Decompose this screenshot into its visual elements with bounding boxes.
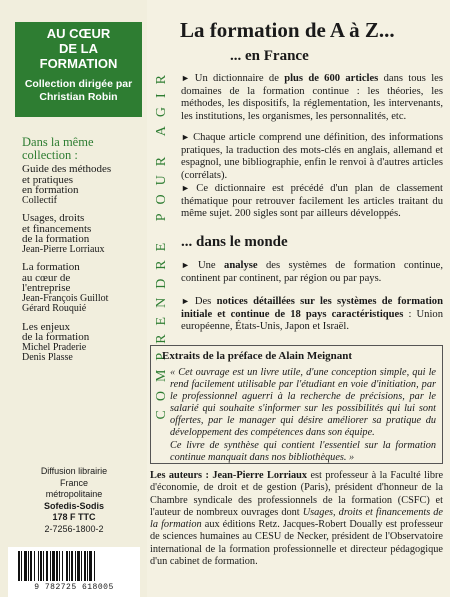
book-author: Gérard Rouquié bbox=[22, 303, 87, 314]
barcode-bar bbox=[81, 551, 82, 581]
paragraph bbox=[181, 295, 443, 334]
authors-text: est professeur à la Faculté libre d'économie, de droit et de gestion (Paris), président d'honneur de la Chambre syndicale des professionnels de la formation (CSFC) et l'auteur de nombreux ouvrages dont bbox=[150, 470, 444, 518]
barcode-bar bbox=[30, 551, 32, 581]
barcode-bar bbox=[40, 551, 42, 581]
book-entry bbox=[22, 213, 140, 255]
barcode-bar bbox=[77, 551, 80, 581]
barcode-bar bbox=[71, 551, 73, 581]
series-director bbox=[15, 78, 142, 104]
book-title-line: et pratiques bbox=[22, 173, 74, 186]
vertical-slogan-text: COMPRENDRE POUR AGIR bbox=[154, 66, 169, 420]
book-title-line: l'entreprise bbox=[22, 282, 71, 294]
para-text: dans tous les domaines de la formation continue : les théories, les méthodes, les dispositifs, la réglementation, les intervenants, les institutions, les organismes, les personnalités, etc. bbox=[181, 73, 443, 122]
paragraph bbox=[181, 72, 443, 123]
paragraph bbox=[181, 131, 443, 182]
barcode-bar bbox=[43, 551, 44, 581]
distribution-line: France bbox=[59, 477, 88, 488]
distribution-info bbox=[14, 466, 134, 535]
heading-line: collection : bbox=[22, 148, 78, 162]
barcode-bar bbox=[34, 551, 35, 581]
distributor-name: Sofedis-Sodis bbox=[43, 500, 104, 511]
distribution-line: métropolitaine bbox=[45, 489, 103, 499]
book-entry bbox=[22, 262, 140, 315]
page-title: La formation de A à Z... bbox=[180, 18, 395, 42]
para-text: Chaque article comprend une définition, des informations pratiques, la traduction des mots-clés en anglais, allemand et espagnol, une bibliographie, enfin le renvoi à d'autres articles (corrélats). bbox=[181, 132, 443, 181]
distribution-line: Diffusion librairie bbox=[40, 466, 108, 476]
book-title-line: La formation bbox=[22, 261, 80, 273]
book-title-line: Guide des méthodes bbox=[22, 163, 112, 175]
series-director-line: Christian Robin bbox=[39, 91, 118, 103]
arrow-icon: ► bbox=[181, 183, 197, 193]
barcode-bar bbox=[56, 551, 58, 581]
authors-section bbox=[150, 470, 443, 568]
barcode-bar bbox=[66, 551, 68, 581]
book-title-line: au cœur de bbox=[22, 271, 71, 284]
barcode-bar bbox=[18, 551, 20, 581]
preface-quote bbox=[170, 367, 436, 464]
series-director-line: Collection dirigée par bbox=[24, 78, 133, 90]
barcode-bar bbox=[59, 551, 60, 581]
section-france: ... en France bbox=[230, 48, 309, 64]
book-title-line: Usages, droits bbox=[22, 212, 85, 224]
para-text: Des bbox=[194, 296, 217, 307]
author-name: Jean-Pierre Lorriaux bbox=[212, 470, 308, 481]
book-author: Collectif bbox=[22, 194, 57, 206]
quote-paragraph: Ce livre de synthèse qui contient l'essentiel sur la formation continue manquait dans nos bibliothèques. » bbox=[170, 439, 436, 463]
barcode-bar bbox=[21, 551, 22, 581]
book-author: Denis Plasse bbox=[22, 352, 73, 363]
arrow-icon: ► bbox=[181, 73, 195, 83]
arrow-icon: ► bbox=[181, 260, 198, 270]
series-box bbox=[15, 22, 142, 117]
barcode-bar bbox=[69, 551, 70, 581]
para-bold: notices détaillées sur les systèmes de formation initiale et continue de 18 pays caractéristiques bbox=[181, 296, 443, 320]
price: 178 F TTC bbox=[52, 512, 96, 522]
barcode-digits: 9 782725 618005 bbox=[34, 583, 114, 592]
para-text: des systèmes de formation continue, continent par continent, par région ou par pays. bbox=[181, 260, 443, 284]
book-title-line: en formation bbox=[22, 184, 79, 196]
book-title-line: et financements bbox=[22, 222, 92, 235]
barcode-bar bbox=[50, 551, 51, 581]
barcode-bars bbox=[18, 551, 130, 581]
paragraph bbox=[181, 182, 443, 221]
arrow-icon: ► bbox=[181, 132, 194, 142]
book-author: Michel Praderie bbox=[22, 341, 87, 353]
barcode-bar bbox=[24, 551, 27, 581]
book-reference: Usages, droits et financements de la formation bbox=[150, 506, 443, 531]
barcode-bar bbox=[28, 551, 29, 581]
barcode-bar bbox=[62, 551, 63, 581]
preface-heading: Extraits de la préface de Alain Meignant bbox=[162, 350, 353, 362]
isbn: 2-7256-1800-2 bbox=[44, 523, 104, 534]
series-title bbox=[15, 26, 142, 71]
para-text: : Union européenne, États-Unis, Japon et Israël. bbox=[181, 308, 443, 332]
book-title-line: de la formation bbox=[22, 331, 90, 343]
para-text: Une bbox=[197, 260, 225, 271]
series-title-line: AU CŒUR bbox=[46, 26, 111, 41]
section-monde: ... dans le monde bbox=[181, 234, 288, 250]
para-bold: analyse bbox=[224, 260, 258, 271]
same-collection-list bbox=[22, 136, 140, 371]
series-title-line: FORMATION bbox=[39, 56, 118, 71]
barcode-bar bbox=[84, 551, 86, 581]
barcode-bar bbox=[38, 551, 39, 581]
para-bold: plus de 600 articles bbox=[284, 73, 379, 84]
barcode-bar bbox=[46, 551, 48, 581]
barcode bbox=[8, 547, 140, 597]
barcode-bar bbox=[89, 551, 92, 581]
series-title-line: DE LA bbox=[59, 41, 98, 56]
barcode-bar bbox=[52, 551, 55, 581]
book-entry bbox=[22, 322, 140, 364]
book-title-line: Les enjeux bbox=[22, 320, 70, 333]
authors-text: aux éditions Retz. Jacques-Robert Doually est professeur de sciences humaines au CESU de Necker, président de l'Observatoire international de la formation professionnelle et directeur pédagogique d'un cabinet de formation. bbox=[150, 519, 443, 568]
authors-label: Les auteurs : bbox=[150, 470, 209, 481]
paragraph bbox=[181, 259, 443, 285]
para-text: Ce dictionnaire est précédé d'un plan de classement thématique pour retrouver facilement les articles traitant du même sujet. 200 sigles sont par ailleurs développés. bbox=[181, 183, 443, 219]
barcode-bar bbox=[94, 551, 95, 581]
quote-paragraph: « Cet ouvrage est un livre utile, d'une conception simple, qui le rend facilement utilisable par l'étudiant en voie d'initiation, par le professionnel aguerri à la recherche de précisions, par le salarié qui souhaite s'informer sur les possibilités qui lui sont offertes, par le manager qui désire améliorer sa pratique du développement des compétences dans son équipe. bbox=[170, 367, 436, 439]
heading-line: Dans la même bbox=[22, 135, 94, 149]
book-author: Jean-François Guillot bbox=[22, 292, 109, 304]
same-collection-heading bbox=[22, 136, 140, 162]
book-author: Jean-Pierre Lorriaux bbox=[22, 243, 105, 255]
barcode-bar bbox=[75, 551, 76, 581]
barcode-bar bbox=[87, 551, 88, 581]
book-title-line: de la formation bbox=[22, 233, 90, 245]
para-text: Un dictionnaire de bbox=[194, 73, 285, 84]
book-entry bbox=[22, 164, 140, 206]
arrow-icon: ► bbox=[181, 296, 195, 306]
